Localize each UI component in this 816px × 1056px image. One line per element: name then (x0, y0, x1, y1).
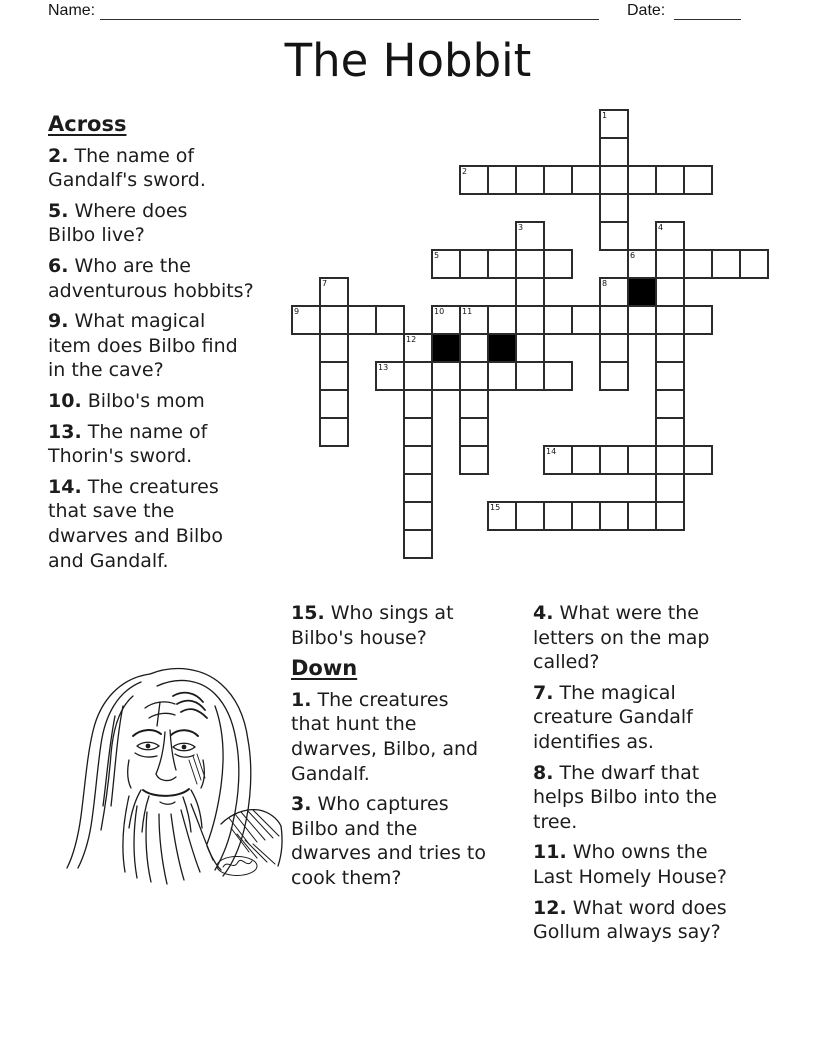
clue-2: 2. The name of Gandalf's sword. (48, 144, 206, 192)
cell-number: 2 (462, 167, 468, 176)
clue-number: 14. (48, 475, 82, 498)
grid-cell[interactable] (599, 361, 629, 391)
grid-cell[interactable] (599, 277, 629, 307)
grid-cell[interactable] (599, 333, 629, 363)
grid-cell[interactable] (515, 277, 545, 307)
grid-cell[interactable] (655, 277, 685, 307)
grid-cell[interactable] (319, 389, 349, 419)
cell-number: 1 (602, 111, 608, 120)
grid-cell[interactable] (571, 445, 601, 475)
grid-cell[interactable] (459, 333, 489, 363)
gandalf-ink-sketch (45, 656, 285, 888)
grid-cell[interactable] (571, 165, 601, 195)
clue-number: 11. (533, 841, 567, 864)
grid-cell[interactable] (403, 361, 433, 391)
grid-cell[interactable] (543, 501, 573, 531)
grid-cell[interactable] (319, 333, 349, 363)
clue-heading-across: Across (48, 112, 127, 136)
grid-cell[interactable] (655, 361, 685, 391)
grid-cell[interactable] (459, 305, 489, 335)
grid-cell[interactable] (599, 165, 629, 195)
cell-number: 15 (490, 503, 501, 512)
grid-cell[interactable] (431, 305, 461, 335)
grid-cell[interactable] (655, 473, 685, 503)
clue-9: 9. What magical item does Bilbo find in the cave? (48, 310, 238, 382)
grid-cell[interactable] (683, 165, 713, 195)
cell-number: 8 (602, 279, 608, 288)
grid-cell[interactable] (459, 389, 489, 419)
grid-cell[interactable] (655, 221, 685, 251)
grid-cell[interactable] (347, 305, 377, 335)
grid-cell[interactable] (515, 361, 545, 391)
grid-cell[interactable] (487, 249, 517, 279)
clue-11: 11. Who owns the Last Homely House? (533, 841, 727, 888)
grid-cell[interactable] (655, 333, 685, 363)
grid-cell[interactable] (403, 501, 433, 531)
clue-column-across (48, 112, 254, 579)
clue-3: 3. Who captures Bilbo and the dwarves and tries to cook them? (291, 793, 486, 889)
grid-cell[interactable] (515, 333, 545, 363)
grid-cell[interactable] (291, 305, 321, 335)
clue-13: 13. The name of Thorin's sword. (48, 420, 208, 468)
cell-number: 14 (546, 447, 557, 456)
grid-cell[interactable] (655, 417, 685, 447)
grid-cell[interactable] (319, 361, 349, 391)
clue-6: 6. Who are the adventurous hobbits? (48, 254, 254, 302)
grid-cell[interactable] (459, 417, 489, 447)
grid-cell[interactable] (487, 165, 517, 195)
grid-cell[interactable] (599, 221, 629, 251)
grid-cell[interactable] (683, 305, 713, 335)
cell-number: 3 (518, 223, 524, 232)
grid-cell[interactable] (403, 473, 433, 503)
clue-number: 6. (48, 254, 69, 277)
clue-number: 7. (533, 681, 554, 704)
grid-cell[interactable] (655, 305, 685, 335)
cell-number: 7 (322, 279, 328, 288)
clue-number: 5. (48, 199, 69, 222)
grid-cell[interactable] (627, 501, 657, 531)
grid-cell[interactable] (403, 389, 433, 419)
grid-cell[interactable] (599, 445, 629, 475)
clue-number: 1. (291, 688, 312, 711)
grid-cell[interactable] (543, 305, 573, 335)
date-fill-line[interactable] (674, 3, 741, 20)
grid-cell[interactable] (515, 501, 545, 531)
clue-number: 4. (533, 602, 554, 624)
grid-cell[interactable] (403, 445, 433, 475)
grid-cell[interactable] (571, 501, 601, 531)
grid-cell[interactable] (599, 109, 629, 139)
grid-cell[interactable] (403, 529, 433, 559)
clue-heading-down: Down (291, 656, 358, 681)
grid-cell[interactable] (683, 249, 713, 279)
grid-cell-black (487, 333, 517, 363)
grid-cell[interactable] (627, 305, 657, 335)
grid-cell[interactable] (487, 501, 517, 531)
grid-cell[interactable] (375, 305, 405, 335)
grid-cell[interactable] (431, 249, 461, 279)
grid-cell[interactable] (459, 445, 489, 475)
cell-number: 12 (406, 335, 417, 344)
clue-column-middle (291, 601, 486, 897)
page-title: The Hobbit (284, 34, 532, 87)
grid-cell[interactable] (627, 445, 657, 475)
clue-number: 10. (48, 389, 82, 412)
grid-cell[interactable] (655, 389, 685, 419)
clue-number: 13. (48, 420, 82, 443)
clue-7: 7. The magical creature Gandalf identifies as. (533, 681, 693, 753)
clue-number: 8. (533, 761, 554, 784)
grid-cell[interactable] (655, 501, 685, 531)
grid-cell[interactable] (543, 165, 573, 195)
clue-5: 5. Where does Bilbo live? (48, 199, 188, 247)
date-label: Date: (627, 2, 666, 19)
clue-4: 4. What were the letters on the map called? (533, 602, 710, 674)
grid-cell[interactable] (375, 361, 405, 391)
grid-cell[interactable] (515, 249, 545, 279)
clue-1: 1. The creatures that hunt the dwarves, Bilbo, and Gandalf. (291, 688, 479, 785)
grid-cell-black (627, 277, 657, 307)
grid-cell[interactable] (599, 305, 629, 335)
clue-8: 8. The dwarf that helps Bilbo into the tree. (533, 761, 717, 833)
grid-cell[interactable] (655, 165, 685, 195)
clue-number: 3. (291, 793, 312, 816)
grid-cell[interactable] (627, 165, 657, 195)
grid-cell[interactable] (655, 445, 685, 475)
cell-number: 9 (294, 307, 300, 316)
clue-number: 2. (48, 144, 69, 167)
grid-cell[interactable] (431, 361, 461, 391)
clue-number: 12. (533, 896, 567, 919)
name-fill-line[interactable] (100, 3, 599, 20)
grid-cell[interactable] (515, 221, 545, 251)
grid-cell[interactable] (711, 249, 741, 279)
grid-cell[interactable] (459, 165, 489, 195)
grid-cell[interactable] (543, 361, 573, 391)
grid-cell[interactable] (655, 249, 685, 279)
clue-12: 12. What word does Gollum always say? (533, 896, 727, 944)
cell-number: 13 (378, 363, 389, 372)
grid-cell[interactable] (459, 361, 489, 391)
grid-cell[interactable] (319, 417, 349, 447)
cell-number: 11 (462, 307, 473, 316)
clue-10: 10. Bilbo's mom (48, 389, 205, 412)
cell-number: 6 (630, 251, 636, 260)
clue-15: 15. Who sings at Bilbo's house? (291, 602, 454, 649)
grid-cell[interactable] (599, 193, 629, 223)
grid-cell[interactable] (683, 445, 713, 475)
grid-cell[interactable] (403, 417, 433, 447)
grid-cell[interactable] (599, 501, 629, 531)
grid-cell[interactable] (487, 361, 517, 391)
grid-cell[interactable] (459, 249, 489, 279)
grid-cell[interactable] (403, 333, 433, 363)
grid-cell[interactable] (599, 137, 629, 167)
grid-cell[interactable] (487, 305, 517, 335)
clue-column-right (533, 601, 727, 951)
grid-cell[interactable] (319, 277, 349, 307)
grid-cell[interactable] (543, 445, 573, 475)
cell-number: 10 (434, 307, 445, 316)
grid-cell[interactable] (515, 305, 545, 335)
grid-cell[interactable] (319, 305, 349, 335)
grid-cell[interactable] (515, 165, 545, 195)
clue-number: 9. (48, 310, 69, 333)
grid-cell[interactable] (543, 249, 573, 279)
cell-number: 4 (658, 223, 664, 232)
crossword-grid (292, 110, 770, 560)
grid-cell[interactable] (627, 249, 657, 279)
clue-number: 15. (291, 602, 325, 624)
clue-14: 14. The creatures that save the dwarves and Bilbo and Gandalf. (48, 475, 223, 572)
grid-cell-black (431, 333, 461, 363)
grid-cell[interactable] (739, 249, 769, 279)
name-label: Name: (48, 2, 96, 19)
cell-number: 5 (434, 251, 440, 260)
grid-cell[interactable] (571, 305, 601, 335)
